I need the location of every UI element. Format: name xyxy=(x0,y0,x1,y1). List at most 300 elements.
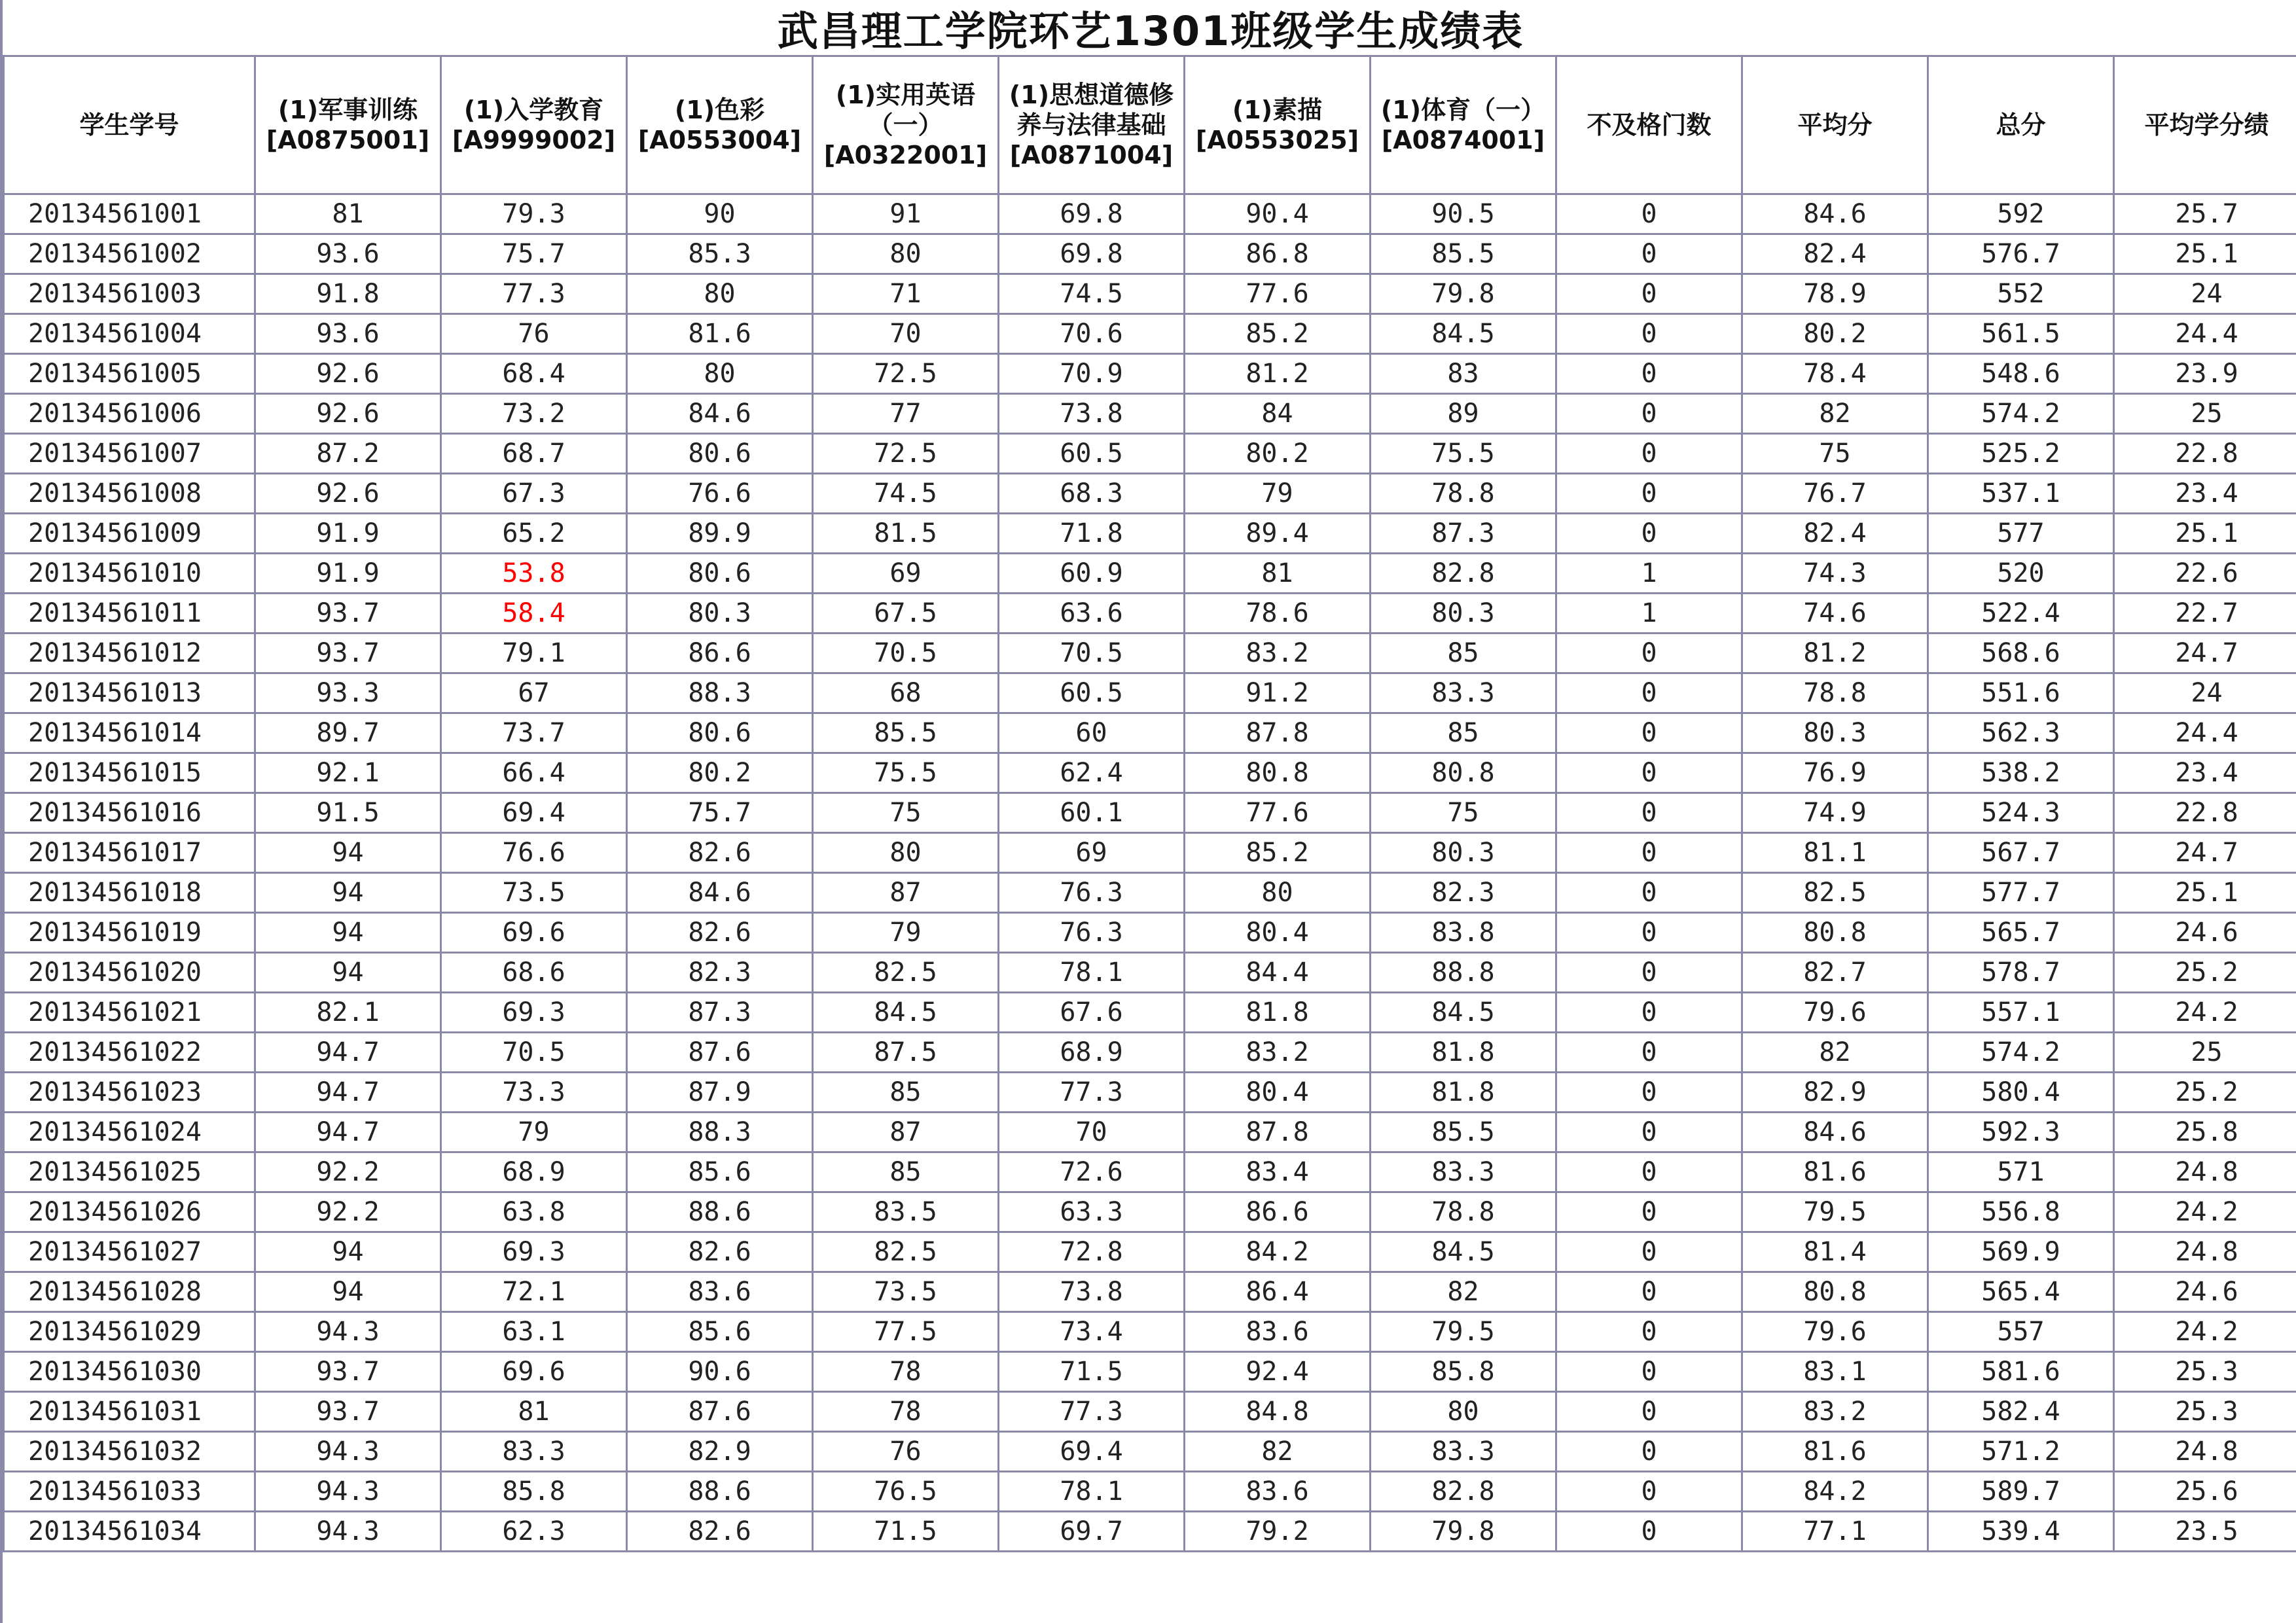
score-cell[interactable]: 80.4 xyxy=(1185,913,1371,953)
score-cell[interactable]: 85 xyxy=(813,1073,999,1113)
score-cell[interactable]: 0 xyxy=(1556,1192,1742,1232)
score-cell[interactable]: 85.2 xyxy=(1185,833,1371,873)
score-cell[interactable]: 84.8 xyxy=(1185,1392,1371,1432)
score-cell[interactable]: 93.7 xyxy=(255,1392,441,1432)
score-cell[interactable]: 60 xyxy=(999,713,1185,753)
score-cell[interactable]: 73.3 xyxy=(441,1073,627,1113)
score-cell[interactable]: 72.6 xyxy=(999,1152,1185,1192)
student-id-cell[interactable]: 20134561002 xyxy=(4,234,255,274)
score-cell[interactable]: 565.7 xyxy=(1928,913,2114,953)
score-cell[interactable]: 80 xyxy=(627,354,813,394)
score-cell[interactable]: 25.8 xyxy=(2114,1113,2296,1152)
score-cell[interactable]: 94.3 xyxy=(255,1312,441,1352)
score-cell[interactable]: 577.7 xyxy=(1928,873,2114,913)
score-cell[interactable]: 60.9 xyxy=(999,554,1185,594)
score-cell[interactable]: 76.7 xyxy=(1742,474,1928,514)
score-cell[interactable]: 70.9 xyxy=(999,354,1185,394)
score-cell[interactable]: 68.9 xyxy=(999,1033,1185,1073)
score-cell[interactable]: 71.5 xyxy=(813,1512,999,1552)
score-cell[interactable]: 86.4 xyxy=(1185,1272,1371,1312)
score-cell[interactable]: 25 xyxy=(2114,394,2296,434)
score-cell[interactable]: 79.6 xyxy=(1742,1312,1928,1352)
score-cell[interactable]: 62.3 xyxy=(441,1512,627,1552)
score-cell[interactable]: 80.4 xyxy=(1185,1073,1371,1113)
score-cell[interactable]: 0 xyxy=(1556,633,1742,673)
score-cell[interactable]: 93.7 xyxy=(255,1352,441,1392)
score-cell[interactable]: 60.5 xyxy=(999,434,1185,474)
score-cell[interactable]: 552 xyxy=(1928,274,2114,314)
score-cell[interactable]: 82.3 xyxy=(1371,873,1556,913)
score-cell[interactable]: 81.6 xyxy=(1742,1432,1928,1472)
student-id-cell[interactable]: 20134561003 xyxy=(4,274,255,314)
score-cell[interactable]: 0 xyxy=(1556,474,1742,514)
score-cell[interactable]: 91.5 xyxy=(255,793,441,833)
col-header-average[interactable]: 平均分 xyxy=(1742,56,1928,194)
score-cell[interactable]: 79.8 xyxy=(1371,274,1556,314)
score-cell[interactable]: 81.6 xyxy=(627,314,813,354)
col-header-english[interactable]: (1)实用英语（一） [A0322001] xyxy=(813,56,999,194)
score-cell[interactable]: 80.3 xyxy=(627,594,813,633)
score-cell[interactable]: 83.6 xyxy=(1185,1472,1371,1512)
score-cell[interactable]: 94.3 xyxy=(255,1512,441,1552)
score-cell[interactable]: 71.5 xyxy=(999,1352,1185,1392)
score-cell[interactable]: 70.5 xyxy=(999,633,1185,673)
score-cell[interactable]: 0 xyxy=(1556,314,1742,354)
student-id-cell[interactable]: 20134561020 xyxy=(4,953,255,993)
score-cell[interactable]: 82.6 xyxy=(627,833,813,873)
score-cell[interactable]: 80.3 xyxy=(1371,594,1556,633)
score-cell[interactable]: 25.1 xyxy=(2114,234,2296,274)
score-cell[interactable]: 23.5 xyxy=(2114,1512,2296,1552)
score-cell[interactable]: 82.8 xyxy=(1371,1472,1556,1512)
score-cell[interactable]: 67.6 xyxy=(999,993,1185,1033)
score-cell[interactable]: 77.3 xyxy=(999,1073,1185,1113)
score-cell[interactable]: 88.6 xyxy=(627,1192,813,1232)
score-cell[interactable]: 87 xyxy=(813,873,999,913)
score-cell[interactable]: 53.8 xyxy=(441,554,627,594)
score-cell[interactable]: 551.6 xyxy=(1928,673,2114,713)
score-cell[interactable]: 24 xyxy=(2114,274,2296,314)
score-cell[interactable]: 75.5 xyxy=(813,753,999,793)
score-cell[interactable]: 92.1 xyxy=(255,753,441,793)
score-cell[interactable]: 84.5 xyxy=(1371,314,1556,354)
score-cell[interactable]: 68.6 xyxy=(441,953,627,993)
score-cell[interactable]: 80.6 xyxy=(627,434,813,474)
score-cell[interactable]: 581.6 xyxy=(1928,1352,2114,1392)
score-cell[interactable]: 70.5 xyxy=(813,633,999,673)
score-cell[interactable]: 74.6 xyxy=(1742,594,1928,633)
score-cell[interactable]: 63.8 xyxy=(441,1192,627,1232)
score-cell[interactable]: 94 xyxy=(255,913,441,953)
student-id-cell[interactable]: 20134561032 xyxy=(4,1432,255,1472)
student-id-cell[interactable]: 20134561006 xyxy=(4,394,255,434)
score-cell[interactable]: 76.6 xyxy=(627,474,813,514)
score-cell[interactable]: 82.6 xyxy=(627,1232,813,1272)
score-cell[interactable]: 0 xyxy=(1556,913,1742,953)
score-cell[interactable]: 82 xyxy=(1742,394,1928,434)
score-cell[interactable]: 25.1 xyxy=(2114,873,2296,913)
score-cell[interactable]: 83.8 xyxy=(1371,913,1556,953)
score-cell[interactable]: 0 xyxy=(1556,1232,1742,1272)
score-cell[interactable]: 577 xyxy=(1928,514,2114,554)
score-cell[interactable]: 88.3 xyxy=(627,673,813,713)
student-id-cell[interactable]: 20134561033 xyxy=(4,1472,255,1512)
score-cell[interactable]: 78.8 xyxy=(1742,673,1928,713)
score-cell[interactable]: 80.8 xyxy=(1185,753,1371,793)
score-cell[interactable]: 574.2 xyxy=(1928,1033,2114,1073)
score-cell[interactable]: 81.8 xyxy=(1371,1033,1556,1073)
score-cell[interactable]: 0 xyxy=(1556,274,1742,314)
score-cell[interactable]: 69.4 xyxy=(441,793,627,833)
student-id-cell[interactable]: 20134561009 xyxy=(4,514,255,554)
score-cell[interactable]: 89.7 xyxy=(255,713,441,753)
score-cell[interactable]: 80 xyxy=(1371,1392,1556,1432)
score-cell[interactable]: 67.3 xyxy=(441,474,627,514)
student-id-cell[interactable]: 20134561026 xyxy=(4,1192,255,1232)
col-header-student-id[interactable]: 学生学号 xyxy=(4,56,255,194)
score-cell[interactable]: 58.4 xyxy=(441,594,627,633)
score-cell[interactable]: 70 xyxy=(813,314,999,354)
score-cell[interactable]: 70 xyxy=(999,1113,1185,1152)
score-cell[interactable]: 89 xyxy=(1371,394,1556,434)
score-cell[interactable]: 78.1 xyxy=(999,953,1185,993)
student-id-cell[interactable]: 20134561027 xyxy=(4,1232,255,1272)
score-cell[interactable]: 539.4 xyxy=(1928,1512,2114,1552)
score-cell[interactable]: 91.2 xyxy=(1185,673,1371,713)
score-cell[interactable]: 24.2 xyxy=(2114,1192,2296,1232)
score-cell[interactable]: 84.5 xyxy=(813,993,999,1033)
score-cell[interactable]: 78.4 xyxy=(1742,354,1928,394)
score-cell[interactable]: 571.2 xyxy=(1928,1432,2114,1472)
score-cell[interactable]: 82.9 xyxy=(627,1432,813,1472)
score-cell[interactable]: 525.2 xyxy=(1928,434,2114,474)
score-cell[interactable]: 63.1 xyxy=(441,1312,627,1352)
col-header-sketch[interactable]: (1)素描 [A0553025] xyxy=(1185,56,1371,194)
score-cell[interactable]: 74.5 xyxy=(813,474,999,514)
score-cell[interactable]: 76.3 xyxy=(999,873,1185,913)
score-cell[interactable]: 82.5 xyxy=(813,1232,999,1272)
student-id-cell[interactable]: 20134561024 xyxy=(4,1113,255,1152)
score-cell[interactable]: 73.5 xyxy=(813,1272,999,1312)
score-cell[interactable]: 78.9 xyxy=(1742,274,1928,314)
score-cell[interactable]: 80 xyxy=(1185,873,1371,913)
score-cell[interactable]: 92.6 xyxy=(255,474,441,514)
score-cell[interactable]: 81.1 xyxy=(1742,833,1928,873)
score-cell[interactable]: 25.2 xyxy=(2114,953,2296,993)
score-cell[interactable]: 94 xyxy=(255,873,441,913)
score-cell[interactable]: 87.6 xyxy=(627,1392,813,1432)
score-cell[interactable]: 75 xyxy=(813,793,999,833)
score-cell[interactable]: 79.1 xyxy=(441,633,627,673)
col-header-gpa[interactable]: 平均学分绩 xyxy=(2114,56,2296,194)
score-cell[interactable]: 0 xyxy=(1556,953,1742,993)
score-cell[interactable]: 24.8 xyxy=(2114,1152,2296,1192)
score-cell[interactable]: 94 xyxy=(255,833,441,873)
score-cell[interactable]: 548.6 xyxy=(1928,354,2114,394)
score-cell[interactable]: 25.2 xyxy=(2114,1073,2296,1113)
score-cell[interactable]: 90.4 xyxy=(1185,194,1371,234)
score-cell[interactable]: 82.5 xyxy=(813,953,999,993)
score-cell[interactable]: 0 xyxy=(1556,673,1742,713)
score-cell[interactable]: 0 xyxy=(1556,434,1742,474)
student-id-cell[interactable]: 20134561031 xyxy=(4,1392,255,1432)
score-cell[interactable]: 85.8 xyxy=(1371,1352,1556,1392)
score-cell[interactable]: 72.5 xyxy=(813,354,999,394)
score-cell[interactable]: 94 xyxy=(255,1232,441,1272)
col-header-pe[interactable]: (1)体育（一） [A0874001] xyxy=(1371,56,1556,194)
score-cell[interactable]: 93.6 xyxy=(255,314,441,354)
score-cell[interactable]: 522.4 xyxy=(1928,594,2114,633)
score-cell[interactable]: 75.5 xyxy=(1371,434,1556,474)
score-cell[interactable]: 69.3 xyxy=(441,1232,627,1272)
score-cell[interactable]: 89.4 xyxy=(1185,514,1371,554)
score-cell[interactable]: 72.1 xyxy=(441,1272,627,1312)
score-cell[interactable]: 79.3 xyxy=(441,194,627,234)
score-cell[interactable]: 83.2 xyxy=(1185,1033,1371,1073)
student-id-cell[interactable]: 20134561018 xyxy=(4,873,255,913)
score-cell[interactable]: 76.3 xyxy=(999,913,1185,953)
score-cell[interactable]: 23.9 xyxy=(2114,354,2296,394)
col-header-military-training[interactable]: (1)军事训练 [A0875001] xyxy=(255,56,441,194)
score-cell[interactable]: 561.5 xyxy=(1928,314,2114,354)
score-cell[interactable]: 93.7 xyxy=(255,594,441,633)
score-cell[interactable]: 1 xyxy=(1556,554,1742,594)
score-cell[interactable]: 24.4 xyxy=(2114,713,2296,753)
score-cell[interactable]: 78.8 xyxy=(1371,1192,1556,1232)
score-cell[interactable]: 0 xyxy=(1556,1512,1742,1552)
score-cell[interactable]: 73.8 xyxy=(999,394,1185,434)
score-cell[interactable]: 82.3 xyxy=(627,953,813,993)
score-cell[interactable]: 24.2 xyxy=(2114,1312,2296,1352)
score-cell[interactable]: 75 xyxy=(1371,793,1556,833)
score-cell[interactable]: 76.5 xyxy=(813,1472,999,1512)
score-cell[interactable]: 78.8 xyxy=(1371,474,1556,514)
score-cell[interactable]: 537.1 xyxy=(1928,474,2114,514)
score-cell[interactable]: 589.7 xyxy=(1928,1472,2114,1512)
score-cell[interactable]: 68 xyxy=(813,673,999,713)
score-cell[interactable]: 69.6 xyxy=(441,913,627,953)
score-cell[interactable]: 94 xyxy=(255,953,441,993)
score-cell[interactable]: 24.8 xyxy=(2114,1432,2296,1472)
score-cell[interactable]: 69 xyxy=(813,554,999,594)
score-cell[interactable]: 94.3 xyxy=(255,1472,441,1512)
score-cell[interactable]: 24 xyxy=(2114,673,2296,713)
score-cell[interactable]: 0 xyxy=(1556,1152,1742,1192)
score-cell[interactable]: 0 xyxy=(1556,1472,1742,1512)
score-cell[interactable]: 69.8 xyxy=(999,194,1185,234)
score-cell[interactable]: 0 xyxy=(1556,793,1742,833)
score-cell[interactable]: 0 xyxy=(1556,394,1742,434)
score-cell[interactable]: 0 xyxy=(1556,354,1742,394)
score-cell[interactable]: 71 xyxy=(813,274,999,314)
score-cell[interactable]: 80.6 xyxy=(627,713,813,753)
student-id-cell[interactable]: 20134561015 xyxy=(4,753,255,793)
score-cell[interactable]: 84.5 xyxy=(1371,993,1556,1033)
score-cell[interactable]: 0 xyxy=(1556,1033,1742,1073)
score-cell[interactable]: 80.2 xyxy=(1742,314,1928,354)
score-cell[interactable]: 83.3 xyxy=(441,1432,627,1472)
score-cell[interactable]: 81.6 xyxy=(1742,1152,1928,1192)
score-cell[interactable]: 0 xyxy=(1556,993,1742,1033)
score-cell[interactable]: 556.8 xyxy=(1928,1192,2114,1232)
score-cell[interactable]: 84.2 xyxy=(1742,1472,1928,1512)
score-cell[interactable]: 0 xyxy=(1556,833,1742,873)
score-cell[interactable]: 80.2 xyxy=(1185,434,1371,474)
score-cell[interactable]: 92.6 xyxy=(255,354,441,394)
score-cell[interactable]: 85 xyxy=(813,1152,999,1192)
score-cell[interactable]: 76 xyxy=(441,314,627,354)
score-cell[interactable]: 84.6 xyxy=(627,873,813,913)
score-cell[interactable]: 90.6 xyxy=(627,1352,813,1392)
score-cell[interactable]: 94.3 xyxy=(255,1432,441,1472)
score-cell[interactable]: 557 xyxy=(1928,1312,2114,1352)
score-cell[interactable]: 0 xyxy=(1556,1392,1742,1432)
score-cell[interactable]: 83.1 xyxy=(1742,1352,1928,1392)
score-cell[interactable]: 80 xyxy=(813,234,999,274)
score-cell[interactable]: 582.4 xyxy=(1928,1392,2114,1432)
col-header-morals-law[interactable]: (1)思想道德修养与法律基础 [A0871004] xyxy=(999,56,1185,194)
score-cell[interactable]: 83.2 xyxy=(1185,633,1371,673)
score-cell[interactable]: 75 xyxy=(1742,434,1928,474)
score-cell[interactable]: 77.6 xyxy=(1185,793,1371,833)
score-cell[interactable]: 86.6 xyxy=(627,633,813,673)
score-cell[interactable]: 82.4 xyxy=(1742,234,1928,274)
score-cell[interactable]: 25.3 xyxy=(2114,1392,2296,1432)
score-cell[interactable]: 90 xyxy=(627,194,813,234)
score-cell[interactable]: 79.6 xyxy=(1742,993,1928,1033)
score-cell[interactable]: 94.7 xyxy=(255,1113,441,1152)
score-cell[interactable]: 84.5 xyxy=(1371,1232,1556,1272)
score-cell[interactable]: 69.6 xyxy=(441,1352,627,1392)
score-cell[interactable]: 78.1 xyxy=(999,1472,1185,1512)
score-cell[interactable]: 81.2 xyxy=(1742,633,1928,673)
score-cell[interactable]: 23.4 xyxy=(2114,753,2296,793)
score-cell[interactable]: 85.5 xyxy=(1371,1113,1556,1152)
score-cell[interactable]: 79 xyxy=(441,1113,627,1152)
score-cell[interactable]: 82.6 xyxy=(627,1512,813,1552)
score-cell[interactable]: 565.4 xyxy=(1928,1272,2114,1312)
student-id-cell[interactable]: 20134561011 xyxy=(4,594,255,633)
score-cell[interactable]: 82.8 xyxy=(1371,554,1556,594)
score-cell[interactable]: 557.1 xyxy=(1928,993,2114,1033)
score-cell[interactable]: 77.6 xyxy=(1185,274,1371,314)
score-cell[interactable]: 87.8 xyxy=(1185,1113,1371,1152)
score-cell[interactable]: 79 xyxy=(813,913,999,953)
score-cell[interactable]: 83.4 xyxy=(1185,1152,1371,1192)
student-id-cell[interactable]: 20134561004 xyxy=(4,314,255,354)
score-cell[interactable]: 524.3 xyxy=(1928,793,2114,833)
score-cell[interactable]: 0 xyxy=(1556,1272,1742,1312)
score-cell[interactable]: 22.7 xyxy=(2114,594,2296,633)
score-cell[interactable]: 81.5 xyxy=(813,514,999,554)
student-id-cell[interactable]: 20134561010 xyxy=(4,554,255,594)
score-cell[interactable]: 22.8 xyxy=(2114,793,2296,833)
score-cell[interactable]: 81 xyxy=(441,1392,627,1432)
score-cell[interactable]: 592 xyxy=(1928,194,2114,234)
score-cell[interactable]: 78 xyxy=(813,1352,999,1392)
score-cell[interactable]: 92.2 xyxy=(255,1192,441,1232)
score-cell[interactable]: 81 xyxy=(255,194,441,234)
score-cell[interactable]: 73.2 xyxy=(441,394,627,434)
col-header-color[interactable]: (1)色彩 [A0553004] xyxy=(627,56,813,194)
score-cell[interactable]: 68.7 xyxy=(441,434,627,474)
score-cell[interactable]: 81 xyxy=(1185,554,1371,594)
score-cell[interactable]: 79.2 xyxy=(1185,1512,1371,1552)
score-cell[interactable]: 67 xyxy=(441,673,627,713)
score-cell[interactable]: 68.3 xyxy=(999,474,1185,514)
score-cell[interactable]: 83.3 xyxy=(1371,673,1556,713)
student-id-cell[interactable]: 20134561019 xyxy=(4,913,255,953)
score-cell[interactable]: 82.4 xyxy=(1742,514,1928,554)
student-id-cell[interactable]: 20134561029 xyxy=(4,1312,255,1352)
score-cell[interactable]: 25.1 xyxy=(2114,514,2296,554)
score-cell[interactable]: 63.6 xyxy=(999,594,1185,633)
score-cell[interactable]: 576.7 xyxy=(1928,234,2114,274)
score-cell[interactable]: 70.6 xyxy=(999,314,1185,354)
score-cell[interactable]: 83.6 xyxy=(1185,1312,1371,1352)
score-cell[interactable]: 76 xyxy=(813,1432,999,1472)
score-cell[interactable]: 84.4 xyxy=(1185,953,1371,993)
student-id-cell[interactable]: 20134561008 xyxy=(4,474,255,514)
score-cell[interactable]: 77.5 xyxy=(813,1312,999,1352)
score-cell[interactable]: 89.9 xyxy=(627,514,813,554)
score-cell[interactable]: 60.1 xyxy=(999,793,1185,833)
score-cell[interactable]: 80.8 xyxy=(1742,1272,1928,1312)
score-cell[interactable]: 24.2 xyxy=(2114,993,2296,1033)
score-cell[interactable]: 83.6 xyxy=(627,1272,813,1312)
score-cell[interactable]: 83.2 xyxy=(1742,1392,1928,1432)
score-cell[interactable]: 82 xyxy=(1742,1033,1928,1073)
score-cell[interactable]: 85.5 xyxy=(1371,234,1556,274)
score-cell[interactable]: 82.6 xyxy=(627,913,813,953)
score-cell[interactable]: 538.2 xyxy=(1928,753,2114,793)
score-cell[interactable]: 87.5 xyxy=(813,1033,999,1073)
score-cell[interactable]: 70.5 xyxy=(441,1033,627,1073)
score-cell[interactable]: 520 xyxy=(1928,554,2114,594)
score-cell[interactable]: 94.7 xyxy=(255,1073,441,1113)
score-cell[interactable]: 80.6 xyxy=(627,554,813,594)
col-header-orientation[interactable]: (1)入学教育 [A9999002] xyxy=(441,56,627,194)
score-cell[interactable]: 72.8 xyxy=(999,1232,1185,1272)
score-cell[interactable]: 91.9 xyxy=(255,514,441,554)
student-id-cell[interactable]: 20134561021 xyxy=(4,993,255,1033)
score-cell[interactable]: 0 xyxy=(1556,1312,1742,1352)
score-cell[interactable]: 79.5 xyxy=(1742,1192,1928,1232)
score-cell[interactable]: 87.3 xyxy=(1371,514,1556,554)
score-cell[interactable]: 82.9 xyxy=(1742,1073,1928,1113)
score-cell[interactable]: 94.7 xyxy=(255,1033,441,1073)
score-cell[interactable]: 25.6 xyxy=(2114,1472,2296,1512)
score-cell[interactable]: 69.4 xyxy=(999,1432,1185,1472)
score-cell[interactable]: 24.8 xyxy=(2114,1232,2296,1272)
col-header-total[interactable]: 总分 xyxy=(1928,56,2114,194)
score-cell[interactable]: 72.5 xyxy=(813,434,999,474)
score-cell[interactable]: 79 xyxy=(1185,474,1371,514)
score-cell[interactable]: 25.7 xyxy=(2114,194,2296,234)
score-cell[interactable]: 567.7 xyxy=(1928,833,2114,873)
score-cell[interactable]: 77.3 xyxy=(441,274,627,314)
score-cell[interactable]: 0 xyxy=(1556,1352,1742,1392)
score-cell[interactable]: 80 xyxy=(813,833,999,873)
score-cell[interactable]: 578.7 xyxy=(1928,953,2114,993)
score-cell[interactable]: 80.8 xyxy=(1371,753,1556,793)
score-cell[interactable]: 85.2 xyxy=(1185,314,1371,354)
score-cell[interactable]: 91 xyxy=(813,194,999,234)
student-id-cell[interactable]: 20134561022 xyxy=(4,1033,255,1073)
score-cell[interactable]: 90.5 xyxy=(1371,194,1556,234)
score-cell[interactable]: 63.3 xyxy=(999,1192,1185,1232)
score-cell[interactable]: 85.6 xyxy=(627,1312,813,1352)
